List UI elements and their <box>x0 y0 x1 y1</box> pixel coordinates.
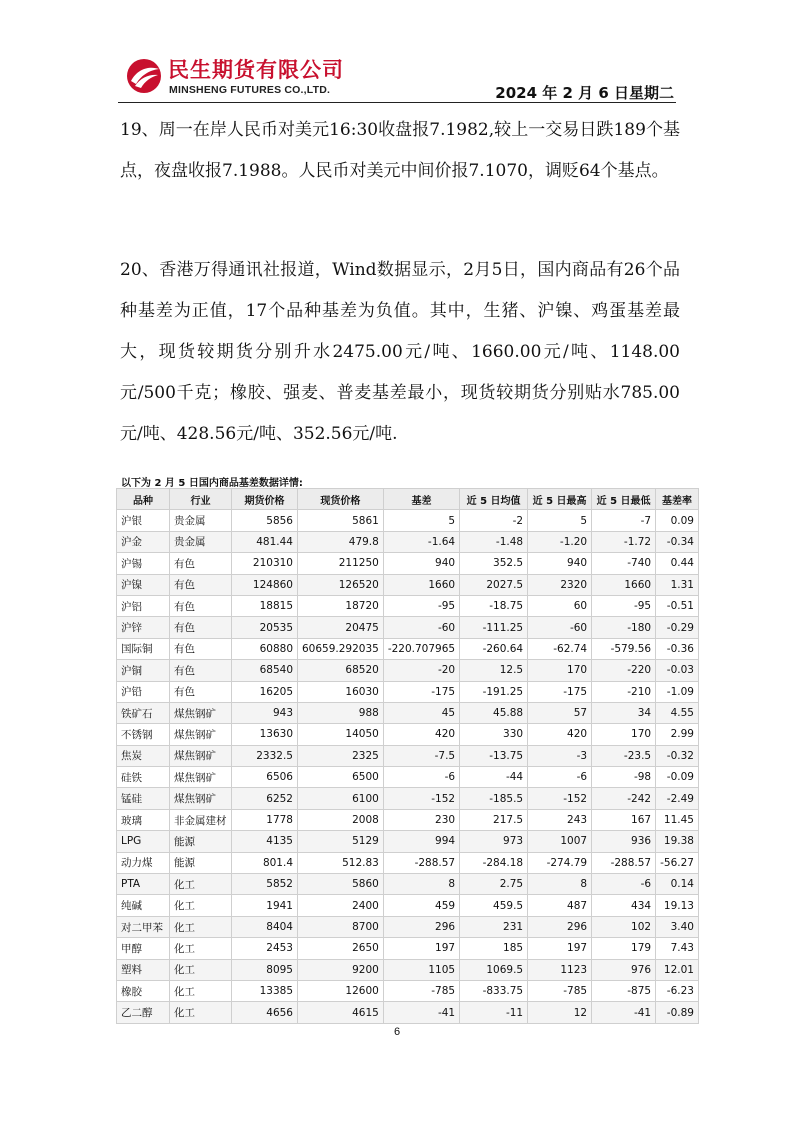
table-cell: 1.31 <box>656 574 699 595</box>
table-cell: 16030 <box>298 681 384 702</box>
company-name-en: MINSHENG FUTURES CO.,LTD. <box>169 84 331 96</box>
table-row <box>117 702 699 723</box>
table-cell: -56.27 <box>656 852 699 873</box>
table-cell: -180 <box>592 617 656 638</box>
table-cell: 0.14 <box>656 874 699 895</box>
basis-table <box>116 488 699 1024</box>
table-cell: -6 <box>592 874 656 895</box>
table-cell: 0.44 <box>656 553 699 574</box>
table-cell: -44 <box>460 767 528 788</box>
table-cell: -0.03 <box>656 660 699 681</box>
table-cell: -1.72 <box>592 531 656 552</box>
table-cell: 45 <box>383 702 459 723</box>
table-cell: 434 <box>592 895 656 916</box>
table-cell: -0.09 <box>656 767 699 788</box>
table-cell: PTA <box>117 874 170 895</box>
table-cell: 102 <box>592 916 656 937</box>
table-cell: 锰硅 <box>117 788 170 809</box>
table-cell: 1941 <box>232 895 298 916</box>
col-header: 基差 <box>383 489 459 510</box>
table-cell: -152 <box>528 788 592 809</box>
table-row <box>117 852 699 873</box>
table-cell: -0.29 <box>656 617 699 638</box>
table-row <box>117 595 699 616</box>
table-cell: -1.64 <box>383 531 459 552</box>
table-cell: 玻璃 <box>117 809 170 830</box>
table-row <box>117 745 699 766</box>
table-row <box>117 638 699 659</box>
table-cell: 14050 <box>298 724 384 745</box>
table-cell: 沪铝 <box>117 595 170 616</box>
table-cell: 7.43 <box>656 938 699 959</box>
table-cell: 231 <box>460 916 528 937</box>
table-cell: 橡胶 <box>117 980 170 1001</box>
table-cell: 230 <box>383 809 459 830</box>
table-cell: -152 <box>383 788 459 809</box>
table-cell: 217.5 <box>460 809 528 830</box>
table-cell: 贵金属 <box>170 510 232 531</box>
table-row <box>117 531 699 552</box>
table-cell: 943 <box>232 702 298 723</box>
table-cell: -0.51 <box>656 595 699 616</box>
table-cell: 沪金 <box>117 531 170 552</box>
table-cell: 6506 <box>232 767 298 788</box>
table-cell: -11 <box>460 1002 528 1023</box>
table-cell: 18720 <box>298 595 384 616</box>
col-header: 行业 <box>170 489 232 510</box>
table-cell: 1660 <box>592 574 656 595</box>
table-cell: 1007 <box>528 831 592 852</box>
table-cell: 5 <box>383 510 459 531</box>
table-cell: 焦炭 <box>117 745 170 766</box>
table-cell: 20535 <box>232 617 298 638</box>
header-date: 2024 年 2 月 6 日星期二 <box>495 84 674 102</box>
table-cell: -0.89 <box>656 1002 699 1023</box>
table-cell: 化工 <box>170 895 232 916</box>
table-cell: -284.18 <box>460 852 528 873</box>
table-cell: 801.4 <box>232 852 298 873</box>
table-cell: 20475 <box>298 617 384 638</box>
table-cell: 化工 <box>170 980 232 1001</box>
col-header: 期货价格 <box>232 489 298 510</box>
table-cell: 2320 <box>528 574 592 595</box>
table-cell: 塑料 <box>117 959 170 980</box>
table-cell: -41 <box>592 1002 656 1023</box>
table-cell: 185 <box>460 938 528 959</box>
table-cell: 5856 <box>232 510 298 531</box>
company-name-cn: 民生期货有限公司 <box>168 58 344 82</box>
table-cell: LPG <box>117 831 170 852</box>
table-cell: -785 <box>528 980 592 1001</box>
table-cell: 化工 <box>170 1002 232 1023</box>
table-cell: 煤焦钢矿 <box>170 724 232 745</box>
table-cell: 有色 <box>170 660 232 681</box>
table-row <box>117 553 699 574</box>
col-header: 近 5 日均值 <box>460 489 528 510</box>
table-cell: -98 <box>592 767 656 788</box>
table-cell: -175 <box>383 681 459 702</box>
table-header-row <box>117 489 699 510</box>
table-cell: -23.5 <box>592 745 656 766</box>
table-cell: 60659.292035 <box>298 638 384 659</box>
table-cell: 8 <box>383 874 459 895</box>
table-cell: 1660 <box>383 574 459 595</box>
table-cell: -875 <box>592 980 656 1001</box>
table-row <box>117 959 699 980</box>
table-cell: -1.48 <box>460 531 528 552</box>
table-row <box>117 980 699 1001</box>
page-number: 6 <box>393 1026 401 1038</box>
table-cell: -13.75 <box>460 745 528 766</box>
table-cell: 60880 <box>232 638 298 659</box>
table-cell: 124860 <box>232 574 298 595</box>
table-cell: 1105 <box>383 959 459 980</box>
table-row <box>117 660 699 681</box>
table-cell: -220 <box>592 660 656 681</box>
table-cell: -60 <box>383 617 459 638</box>
table-row <box>117 724 699 745</box>
header-divider <box>118 102 676 103</box>
table-cell: 352.5 <box>460 553 528 574</box>
table-cell: -220.707965 <box>383 638 459 659</box>
col-header: 品种 <box>117 489 170 510</box>
table-cell: 5852 <box>232 874 298 895</box>
table-cell: 2650 <box>298 938 384 959</box>
table-cell: -3 <box>528 745 592 766</box>
table-cell: 8 <box>528 874 592 895</box>
table-cell: 211250 <box>298 553 384 574</box>
table-cell: 沪铅 <box>117 681 170 702</box>
table-cell: 4656 <box>232 1002 298 1023</box>
table-cell: 330 <box>460 724 528 745</box>
table-cell: 1123 <box>528 959 592 980</box>
table-cell: 68520 <box>298 660 384 681</box>
table-cell: -1.20 <box>528 531 592 552</box>
table-cell: -210 <box>592 681 656 702</box>
table-row <box>117 831 699 852</box>
table-title: 以下为 2 月 5 日国内商品基差数据详情: <box>121 478 303 489</box>
table-row <box>117 767 699 788</box>
table-cell: -2.49 <box>656 788 699 809</box>
table-cell: 45.88 <box>460 702 528 723</box>
table-cell: 13385 <box>232 980 298 1001</box>
table-cell: 1069.5 <box>460 959 528 980</box>
table-cell: -62.74 <box>528 638 592 659</box>
col-header: 近 5 日最高 <box>528 489 592 510</box>
table-cell: 13630 <box>232 724 298 745</box>
table-cell: 煤焦钢矿 <box>170 745 232 766</box>
table-cell: -7.5 <box>383 745 459 766</box>
table-cell: -0.32 <box>656 745 699 766</box>
table-cell: 243 <box>528 809 592 830</box>
table-cell: -6 <box>528 767 592 788</box>
table-cell: -288.57 <box>592 852 656 873</box>
table-cell: -191.25 <box>460 681 528 702</box>
table-cell: 512.83 <box>298 852 384 873</box>
table-cell: 对二甲苯 <box>117 916 170 937</box>
table-cell: 197 <box>383 938 459 959</box>
table-cell: 6252 <box>232 788 298 809</box>
table-cell: -95 <box>592 595 656 616</box>
table-cell: 煤焦钢矿 <box>170 788 232 809</box>
table-cell: 2453 <box>232 938 298 959</box>
table-cell: 487 <box>528 895 592 916</box>
table-cell: 167 <box>592 809 656 830</box>
table-cell: 煤焦钢矿 <box>170 702 232 723</box>
table-cell: 479.8 <box>298 531 384 552</box>
table-cell: -785 <box>383 980 459 1001</box>
table-cell: 459.5 <box>460 895 528 916</box>
table-cell: 5860 <box>298 874 384 895</box>
table-cell: 不锈钢 <box>117 724 170 745</box>
table-cell: -185.5 <box>460 788 528 809</box>
table-cell: 乙二醇 <box>117 1002 170 1023</box>
table-cell: 2.75 <box>460 874 528 895</box>
table-cell: 3.40 <box>656 916 699 937</box>
table-cell: 994 <box>383 831 459 852</box>
table-cell: 19.13 <box>656 895 699 916</box>
table-cell: 沪镍 <box>117 574 170 595</box>
table-cell: 2008 <box>298 809 384 830</box>
page-header <box>122 52 676 104</box>
table-cell: 2.99 <box>656 724 699 745</box>
table-cell: 6500 <box>298 767 384 788</box>
table-cell: 有色 <box>170 553 232 574</box>
table-cell: 1778 <box>232 809 298 830</box>
table-cell: 4.55 <box>656 702 699 723</box>
table-cell: 2325 <box>298 745 384 766</box>
table-cell: 296 <box>528 916 592 937</box>
table-cell: -274.79 <box>528 852 592 873</box>
table-cell: 170 <box>592 724 656 745</box>
table-cell: 16205 <box>232 681 298 702</box>
table-cell: 有色 <box>170 681 232 702</box>
table-cell: 化工 <box>170 916 232 937</box>
table-cell: 化工 <box>170 938 232 959</box>
table-cell: 化工 <box>170 959 232 980</box>
table-cell: -20 <box>383 660 459 681</box>
table-row <box>117 574 699 595</box>
table-cell: 能源 <box>170 831 232 852</box>
table-cell: 沪锡 <box>117 553 170 574</box>
table-cell: 沪银 <box>117 510 170 531</box>
table-cell: 化工 <box>170 874 232 895</box>
table-cell: 988 <box>298 702 384 723</box>
table-cell: 11.45 <box>656 809 699 830</box>
table-cell: -41 <box>383 1002 459 1023</box>
table-row <box>117 916 699 937</box>
table-cell: 459 <box>383 895 459 916</box>
table-cell: 420 <box>383 724 459 745</box>
table-cell: -288.57 <box>383 852 459 873</box>
table-row <box>117 895 699 916</box>
table-cell: 4615 <box>298 1002 384 1023</box>
table-cell: 4135 <box>232 831 298 852</box>
table-cell: 68540 <box>232 660 298 681</box>
table-cell: 沪锌 <box>117 617 170 638</box>
table-cell: 34 <box>592 702 656 723</box>
table-cell: -0.36 <box>656 638 699 659</box>
table-row <box>117 874 699 895</box>
table-cell: 6100 <box>298 788 384 809</box>
table-cell: 动力煤 <box>117 852 170 873</box>
table-cell: 12.01 <box>656 959 699 980</box>
col-header: 基差率 <box>656 489 699 510</box>
table-cell: 420 <box>528 724 592 745</box>
table-cell: 210310 <box>232 553 298 574</box>
news-item-20: 20、香港万得通讯社报道，Wind数据显示，2月5日，国内商品有26个品种基差为正值，17个品种基差为负值。其中，生猪、沪镍、鸡蛋基差最大，现货较期货分别升水2475.00元/吨、1660.00元/吨、1148.00元/500千克；橡胶、强麦、普麦基差最小，现货较期货分别贴水785.00元/吨、428.56元/吨、352.56元/吨. <box>120 260 680 444</box>
table-cell: -6 <box>383 767 459 788</box>
table-cell: -95 <box>383 595 459 616</box>
table-cell: 5 <box>528 510 592 531</box>
table-cell: -6.23 <box>656 980 699 1001</box>
table-cell: 有色 <box>170 595 232 616</box>
table-cell: -175 <box>528 681 592 702</box>
table-cell: 197 <box>528 938 592 959</box>
table-cell: -7 <box>592 510 656 531</box>
table-cell: -833.75 <box>460 980 528 1001</box>
table-cell: 国际铜 <box>117 638 170 659</box>
col-header: 近 5 日最低 <box>592 489 656 510</box>
table-cell: 12.5 <box>460 660 528 681</box>
table-cell: 8700 <box>298 916 384 937</box>
table-cell: 12600 <box>298 980 384 1001</box>
table-cell: 481.44 <box>232 531 298 552</box>
table-cell: 硅铁 <box>117 767 170 788</box>
table-cell: 9200 <box>298 959 384 980</box>
table-row <box>117 938 699 959</box>
table-cell: -60 <box>528 617 592 638</box>
table-cell: 19.38 <box>656 831 699 852</box>
table-cell: 2332.5 <box>232 745 298 766</box>
table-cell: -740 <box>592 553 656 574</box>
table-cell: 能源 <box>170 852 232 873</box>
table-cell: 有色 <box>170 638 232 659</box>
table-cell: 940 <box>383 553 459 574</box>
table-cell: -242 <box>592 788 656 809</box>
table-cell: 贵金属 <box>170 531 232 552</box>
table-cell: 2400 <box>298 895 384 916</box>
col-header: 现货价格 <box>298 489 384 510</box>
table-cell: 936 <box>592 831 656 852</box>
table-row <box>117 617 699 638</box>
table-cell: 8404 <box>232 916 298 937</box>
table-cell: 2027.5 <box>460 574 528 595</box>
table-cell: 5861 <box>298 510 384 531</box>
table-cell: 有色 <box>170 617 232 638</box>
table-cell: -579.56 <box>592 638 656 659</box>
table-cell: 170 <box>528 660 592 681</box>
table-cell: 纯碱 <box>117 895 170 916</box>
table-row <box>117 1002 699 1023</box>
table-row <box>117 809 699 830</box>
table-cell: -18.75 <box>460 595 528 616</box>
table-cell: 973 <box>460 831 528 852</box>
table-cell: 甲醇 <box>117 938 170 959</box>
table-cell: 12 <box>528 1002 592 1023</box>
table-cell: 0.09 <box>656 510 699 531</box>
table-cell: 60 <box>528 595 592 616</box>
table-cell: -0.34 <box>656 531 699 552</box>
table-cell: 940 <box>528 553 592 574</box>
table-cell: 煤焦钢矿 <box>170 767 232 788</box>
table-cell: 5129 <box>298 831 384 852</box>
table-cell: -111.25 <box>460 617 528 638</box>
table-row <box>117 510 699 531</box>
table-cell: 8095 <box>232 959 298 980</box>
table-cell: 126520 <box>298 574 384 595</box>
table-row <box>117 681 699 702</box>
table-cell: 非金属建材 <box>170 809 232 830</box>
table-row <box>117 788 699 809</box>
table-cell: 沪铜 <box>117 660 170 681</box>
table-cell: 有色 <box>170 574 232 595</box>
table-cell: 976 <box>592 959 656 980</box>
table-cell: -1.09 <box>656 681 699 702</box>
table-cell: 179 <box>592 938 656 959</box>
table-cell: 铁矿石 <box>117 702 170 723</box>
table-cell: -2 <box>460 510 528 531</box>
table-cell: 18815 <box>232 595 298 616</box>
table-cell: 296 <box>383 916 459 937</box>
table-cell: 57 <box>528 702 592 723</box>
minsheng-logo-icon <box>126 58 162 94</box>
table-cell: -260.64 <box>460 638 528 659</box>
news-item-19: 19、周一在岸人民币对美元16:30收盘报7.1982,较上一交易日跌189个基点，夜盘收报7.1988。人民币对美元中间价报7.1070，调贬64个基点。 <box>120 120 680 181</box>
